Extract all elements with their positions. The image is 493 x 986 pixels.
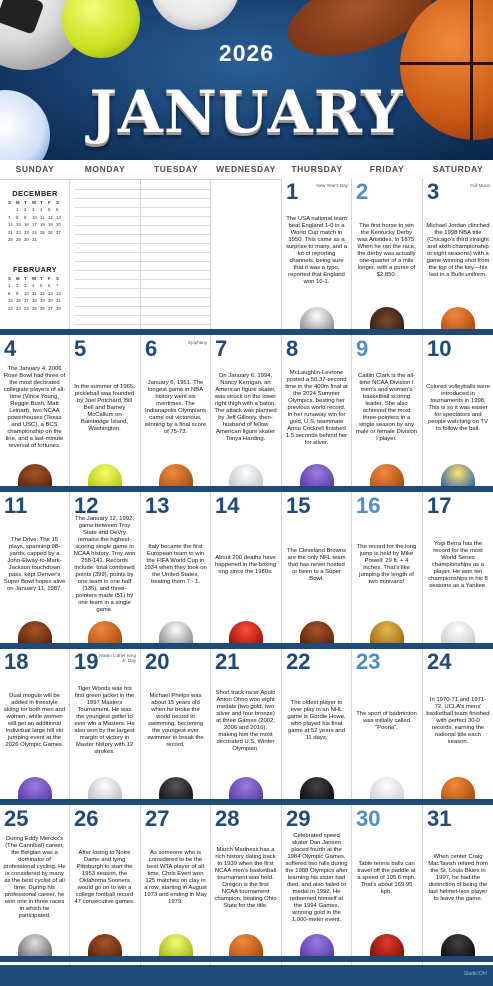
day-number: 11 [4, 493, 28, 518]
day-cell [282, 493, 351, 643]
sports-fact-text: When center Craig MacTavish retired from the St. Louis Blues in 1997, he had the distinction of being the last helmet-less player to leave the game. [428, 853, 488, 902]
sports-fact-text: About 200 deaths have happened in the boxing ring since the 1980s. [214, 554, 277, 575]
day-number: 10 [427, 336, 452, 361]
day-number: 30 [356, 806, 381, 831]
sports-fact [355, 832, 418, 924]
day-cell [423, 179, 493, 329]
pickleball-icon [88, 464, 122, 486]
weekday-monday: MONDAY [84, 164, 126, 174]
day-cell [70, 493, 139, 643]
mini-calendar-date: 5 [48, 207, 51, 213]
sports-fact-text: The oldest player to ever play in an NHL game is Gordie Howe, who played his final game at 52 years and 11 days. [287, 700, 346, 741]
day-number: 25 [4, 806, 29, 831]
sports-fact [3, 362, 66, 454]
holiday-label: Epiphany [188, 340, 207, 345]
sports-fact [144, 362, 207, 454]
mini-calendar-date: 13 [56, 214, 61, 220]
day-number: 19 [74, 649, 99, 674]
sports-fact-text: Short track racer Apolo Anton Ohno won eight medals (two gold, two silver and four bronze) at three Games (2002, 2006 and 2010), making him the most decorated U.S. Winter Olympian. [215, 689, 276, 752]
sports-fact-text: Michael Jordan clinched the 1998 NBA title (Chicago's third straight and sixth championship in eight seasons) with a game-winning shot from the top of the key—his last in a Bulls uniform. [426, 223, 490, 278]
sports-fact-text: The January 12, 1992, game between Troy State and DeVry remains the highest-scoring single game in NCAA history. Troy won 258-141. Records include: total combined points (399), points by one team in one half (135), and three-pointers made (51) by one team in a single game. [73, 516, 136, 613]
sports-fact [73, 832, 136, 924]
sports-fact-text: As someone who is considered to be the best WTA player of all time, Chris Evert won 125 matches on clay in a row, starting in August 1973 and ending in May 1979. [144, 850, 207, 905]
mini-calendar-date: S [56, 276, 59, 281]
mini-calendar-date: 31 [32, 237, 37, 242]
mini-calendar-date: 30 [24, 237, 29, 242]
sports-fact [355, 205, 418, 297]
mini-calendar-date: 2 [16, 283, 19, 289]
day-cell [141, 806, 210, 956]
mini-calendar-date: T [40, 200, 43, 205]
mini-calendar-date: 6 [56, 207, 59, 213]
mini-calendar-date: 8 [16, 214, 19, 220]
day-number: 28 [215, 806, 240, 831]
day-cell [423, 649, 493, 799]
basketball-icon [441, 777, 475, 799]
basketball-icon [370, 464, 404, 486]
sports-fact [285, 362, 348, 454]
mini-calendar-date: 23 [16, 305, 21, 311]
sports-fact-text: Caitlin Clark is the all-time NCAA Division I men's and women's basketball scoring leader. She also achieved the most three-pointers in a single season by any male or female Division I player. [355, 373, 418, 442]
day-cell [0, 493, 69, 643]
hockey-puck-icon [300, 777, 334, 799]
mini-calendar-date: 27 [56, 229, 61, 235]
day-cell [423, 493, 493, 643]
ping-pong-paddle-icon [370, 934, 404, 956]
sports-fact [144, 519, 207, 611]
mini-calendar-row [8, 298, 64, 303]
mini-calendar-date: 22 [16, 229, 21, 235]
sports-fact [285, 205, 348, 297]
day-number: 15 [286, 493, 311, 518]
mini-calendar-date: 6 [48, 283, 51, 289]
mini-calendar-row [8, 230, 64, 235]
sports-fact-text: The Cleveland Browns are the only NFL team that has never hosted or been to a Super Bowl. [286, 547, 347, 582]
sports-fact [73, 516, 136, 613]
day-cell [282, 806, 351, 956]
sports-fact-text: After losing to Notre Dame and tying Pittsburgh to start the 1953 season, the Oklahoma Sooners would go on to win a college football record 47 consecutive games. [74, 850, 135, 905]
mini-calendar-date: 16 [24, 222, 29, 228]
golf-ball-icon [88, 777, 122, 799]
day-number: 2 [356, 179, 369, 204]
mini-calendar-date: 11 [40, 214, 45, 220]
mini-calendar-date: 20 [48, 298, 53, 304]
holiday-label: Full Moon [470, 183, 490, 188]
mini-calendar-title: DECEMBER [12, 189, 58, 198]
mini-calendar-date: 3 [24, 283, 27, 289]
sports-fact-text: Italy became the first European team to win the FIFA World Cup in 1934 when they took on the United States, beating them 7 - 1. [144, 544, 207, 585]
sports-fact-text: The Drive: The 15 plays, spanning 98-yards, capped by a John-Elway-to-Mark-Jackson touchdown pass, kept Denver's Super Bowl hopes alive on January 11, 1987. [3, 537, 66, 592]
mini-calendar-row [8, 237, 64, 242]
mini-calendar-date: S [8, 200, 11, 205]
sports-fact-text: During Eddy Merckx's (The Cannibal) career, the Belgian was a dominator of professional cycling. He is considered by many as the best cyclist of all time. During his professional career, he won one in three races in which he participated. [3, 836, 66, 919]
sports-fact-text: Michael Phelps was about 15 years old when he broke the world record in swimming, becoming the youngest ever swimmer to break the record. [147, 693, 204, 748]
mini-calendar-date: 25 [32, 305, 37, 311]
mini-calendar-date: 8 [8, 290, 11, 296]
mini-calendar-date: 3 [32, 207, 35, 213]
notes-lines [74, 181, 210, 327]
mini-calendars [0, 179, 70, 329]
mini-calendar-date: 23 [24, 229, 29, 235]
mini-calendar-date: 14 [8, 222, 13, 228]
football-icon [18, 621, 52, 643]
hockey-puck-icon [441, 934, 475, 956]
mini-calendar-row [8, 283, 64, 288]
day-number: 13 [145, 493, 170, 518]
mini-calendar-date: 16 [16, 298, 21, 304]
mini-calendar-date: T [40, 276, 43, 281]
mini-calendar-date: M [16, 200, 20, 205]
day-number: 18 [4, 649, 29, 674]
day-cell [352, 649, 421, 799]
mini-calendar-date: T [24, 200, 27, 205]
mini-calendar-date: 20 [56, 222, 61, 228]
mini-calendar-date: M [16, 276, 20, 281]
mini-calendar-date: W [32, 276, 37, 281]
sports-fact [214, 519, 277, 611]
sports-fact-text: Colored volleyballs were introduced in tournaments in 1998. This is so it was easier for spectators and people watching on TV to follow the ball. [426, 383, 490, 432]
boxing-glove-icon [229, 621, 263, 643]
day-cell [70, 649, 139, 799]
horse-racing-icon [370, 307, 404, 329]
day-number: 27 [145, 806, 170, 831]
sports-fact [214, 675, 277, 767]
mini-calendar-date: 19 [40, 298, 45, 304]
week-separator-band [0, 799, 493, 805]
mini-calendar-date: 15 [8, 298, 13, 304]
sports-fact-text: The January 4, 2006 Rose Bowl had three of the most decorated collegiate players of all-time (Vince Young, Reggie Bush, Matt Leinart), two NCAA powerhouses (Texas and USC), a BCS championship on the line, and a last-minute reversal of fortunes. [3, 366, 66, 449]
day-number: 6 [145, 336, 158, 361]
calendar-grid [0, 179, 493, 965]
sports-fact-text: Tiger Woods was his first green jacket in the 1997 Masters Tournament. He was the youngest golfer to ever win a Masters. He also won by the largest margin of victory in Master history with 12 strokes. [74, 686, 135, 755]
mini-calendar-date: S [56, 200, 59, 205]
mini-calendar-date: 7 [8, 214, 11, 220]
week-separator-band [0, 486, 493, 492]
mini-calendar-date: 4 [40, 207, 43, 213]
mini-calendar-date: 26 [40, 305, 45, 311]
day-number: 17 [427, 493, 452, 518]
day-number: 20 [145, 649, 170, 674]
day-cell [211, 649, 280, 799]
mini-calendar-title: FEBRUARY [13, 265, 57, 274]
sports-fact-text: In 1970-71 and 1971-72, UCLA's mens' basketball team finished with perfect 30-0 records, earning the national title each season. [426, 696, 490, 745]
mini-calendar-date: 17 [24, 298, 29, 304]
mini-calendar-date: 27 [48, 305, 53, 311]
day-number: 12 [74, 493, 99, 518]
weekday-wednesday: WEDNESDAY [216, 164, 276, 174]
mini-calendar-date: 10 [24, 290, 29, 296]
calendar-header [0, 0, 493, 160]
olympic-rings-icon [18, 777, 52, 799]
calendar-footer [0, 965, 493, 986]
football-icon [300, 621, 334, 643]
sports-fact-text: Table tennis balls can travel off the paddle at a speed of 105.6 mph. That's about 169.95 kph. [357, 860, 416, 895]
basketball-icon [159, 464, 193, 486]
day-cell [282, 179, 351, 329]
mini-calendar-date: W [32, 200, 37, 205]
mini-calendar-date: 29 [16, 237, 21, 242]
mini-calendar-date: S [8, 276, 11, 281]
basketball-icon [88, 621, 122, 643]
soccer-ball-icon [300, 307, 334, 329]
day-number: 7 [215, 336, 228, 361]
mini-calendar-row [8, 291, 64, 296]
mini-calendar-row [8, 306, 64, 311]
day-number: 16 [356, 493, 381, 518]
sports-fact-text: The sport of badminton was initially called "Poona". [356, 710, 417, 731]
mini-calendar-date: 26 [48, 229, 53, 235]
mini-calendar-date: 18 [40, 222, 45, 228]
day-number: 22 [286, 649, 311, 674]
mini-calendar-date: 9 [24, 214, 27, 220]
day-number: 14 [215, 493, 240, 518]
mini-calendar-date: 24 [24, 305, 29, 311]
sports-fact [285, 519, 348, 611]
baseball-icon [441, 621, 475, 643]
sports-fact-text: The record for the long jump is held by Mike Powell: 29 ft. + 4 inches. That's like jumping the length of two minivans! [356, 544, 417, 585]
year-title: 2026 [218, 40, 275, 66]
day-cell [70, 806, 139, 956]
day-cell [211, 806, 280, 956]
day-cell [282, 649, 351, 799]
sports-fact [426, 675, 490, 767]
sports-fact [426, 832, 490, 924]
sports-fact-text: McLaughlin-Levrone posted a 50.37-second time in the 400m final at the 2024 Summer Olympics, besting her previous world record. In her runaway win for gold, U.S. teammate Anna Cockrell finished 1.5 seconds behind her for silver. [285, 369, 348, 446]
day-cell [70, 336, 139, 486]
sports-fact [426, 362, 490, 454]
mini-calendar-date: 12 [40, 290, 45, 296]
month-title: JANUARY [89, 78, 404, 146]
olympic-rings-icon [300, 464, 334, 486]
day-number: 9 [356, 336, 369, 361]
mini-calendar-row [8, 276, 64, 281]
week-separator-band [0, 956, 493, 962]
sports-fact-text: On January 6, 1994, Nancy Kerrigan, an American figure skater, was struck on the lower right thigh with a baton. The attack was planned by Jeff Gillooly, then-husband of fellow American figure skater Tonya Harding. [214, 373, 277, 442]
sports-fact [144, 675, 207, 767]
mini-calendar-date: 21 [8, 229, 13, 235]
day-cell [352, 179, 421, 329]
mini-calendar-date: 1 [16, 207, 19, 213]
day-cell [352, 806, 421, 956]
day-number: 3 [427, 179, 440, 204]
sports-fact [3, 519, 66, 611]
sports-fact [285, 675, 348, 767]
weekday-tuesday: TUESDAY [153, 164, 199, 174]
day-cell [282, 336, 351, 486]
sports-fact [426, 519, 490, 611]
sports-fact-text: Dual moguls will be added in freestyle skiing for both men and women, while women will get an additional individual large hill ski jumping event at the 2026 Olympic Games. [3, 693, 66, 748]
day-cell [141, 649, 210, 799]
mini-calendar-date: 17 [32, 222, 37, 228]
mini-calendar-date: 14 [56, 290, 61, 296]
mini-calendar-date: 18 [32, 298, 37, 304]
basketball-icon [441, 307, 475, 329]
weekday-saturday: SATURDAY [432, 164, 484, 174]
day-cell [352, 336, 421, 486]
sports-fact-text: Yogi Berra has the record for the most World Series championships as a player. He won ten championships in his 8 seasons as a Yankee. [428, 540, 488, 589]
mini-calendar-date: 15 [16, 222, 21, 228]
day-number: 4 [4, 336, 17, 361]
mini-calendar-row [8, 222, 64, 227]
day-cell [141, 336, 210, 486]
football-icon [88, 934, 122, 956]
mini-calendar-date: 19 [48, 222, 53, 228]
sports-fact [355, 519, 418, 611]
sports-fact-text: In the summer of 1965, pickleball was founded by Joel Pritchard, Bill Bell and Barney McCallum on Bainbridge Island, Washington. [74, 383, 135, 432]
day-cell [0, 806, 69, 956]
sports-fact [285, 832, 348, 924]
day-number: 5 [74, 336, 87, 361]
mini-calendar-date: F [48, 276, 51, 281]
volleyball-icon [441, 464, 475, 486]
day-number: 8 [286, 336, 299, 361]
sports-fact-text: Celebrated speed skater Dan Jansen placed fourth at the 1984 Olympic Games, suffered two falls during the 1988 Olympics after learning his sister had died, and also failed to medal in 1992. He redeemed himself at the 1994 Games, winning gold in the 1,000-meter event. [285, 832, 348, 923]
day-number: 21 [215, 649, 240, 674]
day-number: 23 [356, 649, 381, 674]
day-cell [352, 493, 421, 643]
day-number: 1 [286, 179, 299, 204]
mini-calendar-date: T [24, 276, 27, 281]
publisher-credit: Studio'Oh! [463, 971, 487, 977]
baseball-image [150, 0, 240, 30]
mini-calendar-row [8, 207, 64, 212]
sports-fact-text: January 6, 1951. The longest game in NBA history went six overtimes. The Indianapolis Olympians came out victorious, winning by a final score of 75-73. [144, 380, 207, 435]
mini-calendar-date: 4 [32, 283, 35, 289]
sports-fact [73, 675, 136, 767]
olympic-rings-icon [300, 934, 334, 956]
mini-calendar-row [8, 215, 64, 220]
swim-goggles-icon [159, 777, 193, 799]
day-number: 26 [74, 806, 99, 831]
mini-calendar-date: 21 [56, 298, 61, 304]
sports-fact-text: March Madness has a rich history dating back to 1939 when the first NCAA men's basketball tournament was held. Oregon is the first NCAA tournament champion, beating Ohio State for the title. [214, 846, 277, 909]
weekday-friday: FRIDAY [369, 164, 405, 174]
day-number: 24 [427, 649, 452, 674]
day-cell [211, 493, 280, 643]
mini-calendar-date: 11 [32, 290, 37, 296]
track-spikes-icon [370, 621, 404, 643]
mini-calendar-date: 12 [48, 214, 53, 220]
sports-fact [355, 675, 418, 767]
mini-calendar-date: 24 [32, 229, 37, 235]
ice-skate-icon [229, 464, 263, 486]
sports-fact [73, 362, 136, 454]
soccer-ball-icon [159, 621, 193, 643]
olympic-rings-icon [229, 777, 263, 799]
holiday-label: Martin Luther King Jr. Day [99, 653, 136, 663]
tennis-ball-icon [159, 934, 193, 956]
mini-calendar-date: 13 [48, 290, 53, 296]
day-cell [0, 336, 69, 486]
sports-fact-text: The first horse to win the Kentucky Derby was Aristides, in 1875. When he ran the race, the derby was actually one-quarter of a mile longer, with a purse of $2,850. [357, 223, 416, 278]
sports-fact [355, 362, 418, 454]
sports-fact [144, 832, 207, 924]
day-number: 29 [286, 806, 311, 831]
weekday-header-bar [0, 160, 493, 180]
mini-calendar-date: 25 [40, 229, 45, 235]
day-number: 31 [427, 806, 452, 831]
shuttlecock-icon [370, 777, 404, 799]
day-cell [423, 806, 493, 956]
week-separator-band [0, 329, 493, 335]
mini-calendar-date: 5 [40, 283, 43, 289]
mini-calendar-date: 9 [16, 290, 19, 296]
mini-calendar-date: 28 [56, 305, 61, 311]
mini-calendar-row [8, 200, 64, 205]
mini-calendar-date: 22 [8, 305, 13, 311]
day-cell [0, 649, 69, 799]
mini-calendar-date: 2 [24, 207, 27, 213]
weekday-sunday: SUNDAY [15, 164, 55, 174]
sports-fact [3, 675, 66, 767]
sports-fact [214, 832, 277, 924]
bicycle-icon [18, 934, 52, 956]
sports-fact [3, 832, 66, 924]
football-icon [18, 464, 52, 486]
mini-calendar-date: F [48, 200, 51, 205]
sports-fact [214, 362, 277, 454]
sports-fact-text: The USA national team beat England 1-0 in a World Cup match in 1950. This came as a surprise to many, and a lot of reporting channels, being sure that it was a typo, reported that England won 10-1. [285, 216, 348, 285]
basketball-icon [229, 934, 263, 956]
mini-calendar-date: 7 [56, 283, 59, 289]
weekday-thursday: THURSDAY [291, 164, 343, 174]
day-cell [141, 493, 210, 643]
sports-fact [426, 205, 490, 297]
mini-calendar-date: 1 [8, 283, 11, 289]
day-cell [211, 336, 280, 486]
holiday-label: New Year's Day [316, 183, 348, 188]
day-cell [423, 336, 493, 486]
mini-calendar-date: 28 [8, 237, 13, 242]
mini-calendar-date: 10 [32, 214, 37, 220]
